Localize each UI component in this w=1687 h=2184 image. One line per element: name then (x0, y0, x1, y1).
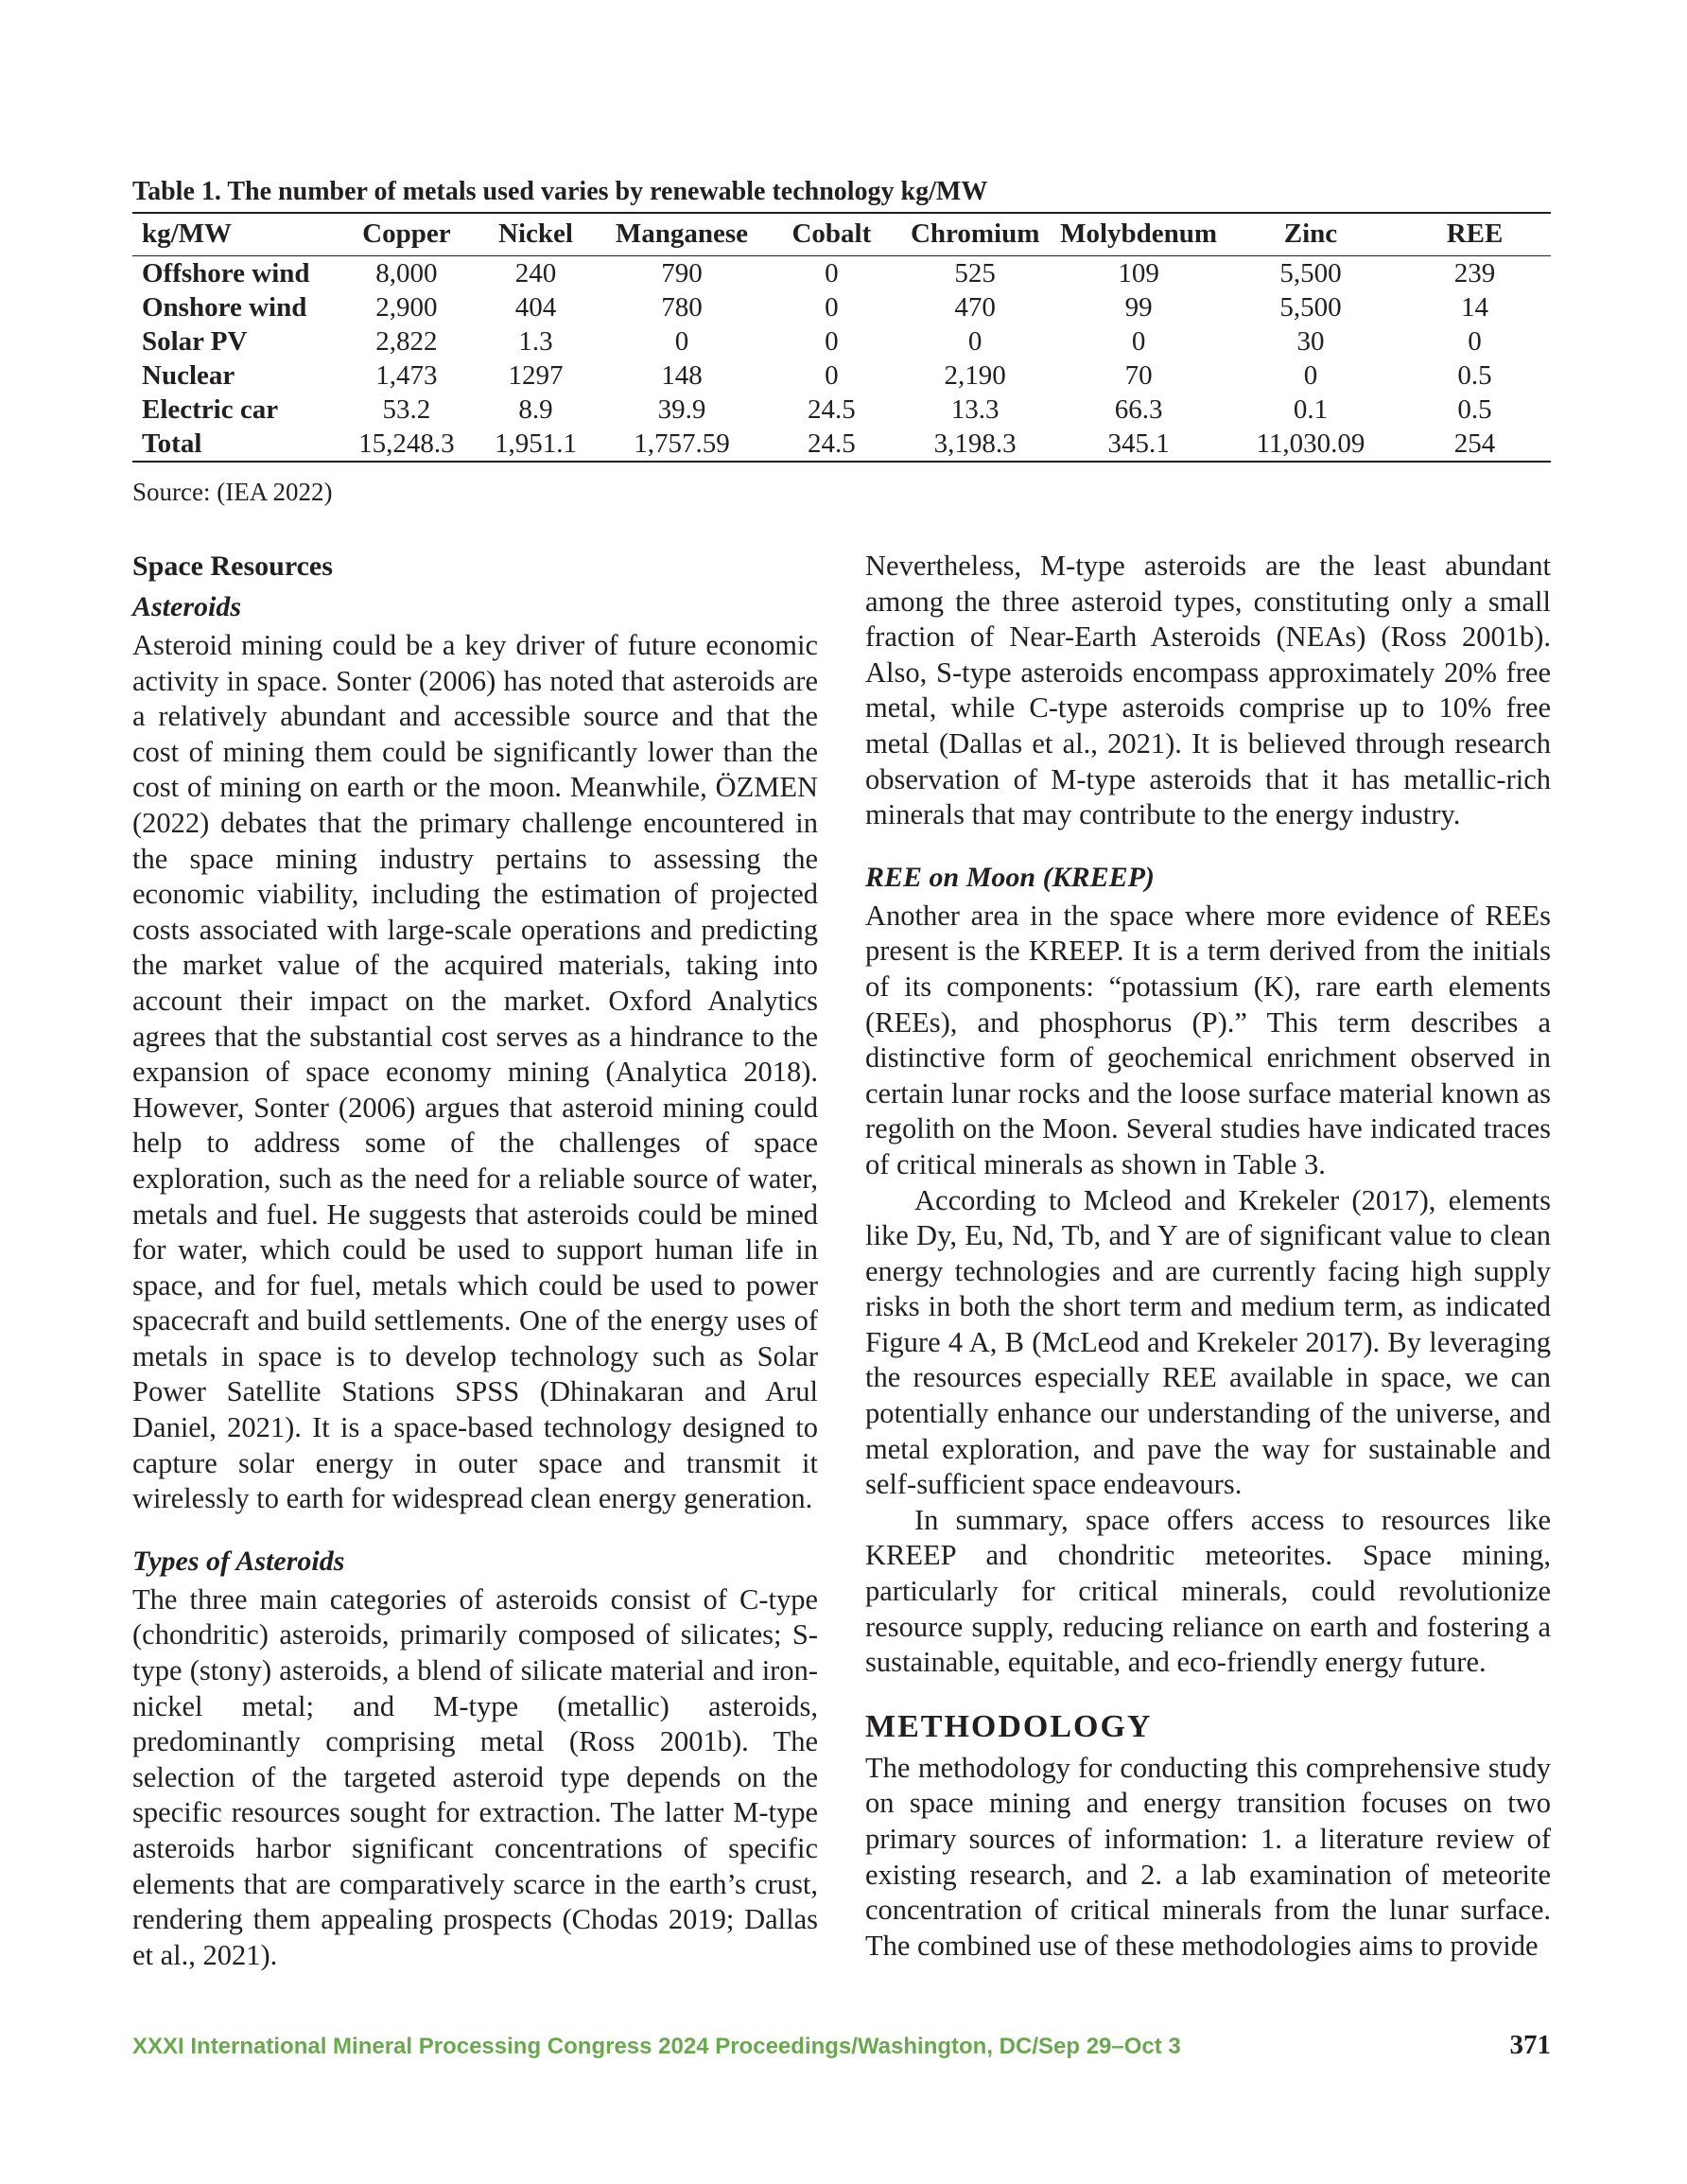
table-header-cell: Molybdenum (1060, 218, 1218, 249)
table-cell: 1,473 (375, 360, 438, 391)
table-cell: 0 (1303, 360, 1318, 391)
table-cell: 11,030.09 (1256, 428, 1365, 459)
paragraph-mcleod: According to Mcleod and Krekeler (2017), elements like Dy, Eu, Nd, Tb, and Y are of significant value to clean energy technologies and are currently facing high supply risks in both the short term and medium term, as indicated Figure 4 A, B (McLeod and Krekeler 2017). By leveraging the resources especially REE available in space, we can potentially enhance our understanding of the universe, and metal exploration, and pave the way for sustainable and self-sufficient space endeavours. (865, 1183, 1551, 1501)
table-cell: 1,757.59 (634, 428, 730, 459)
table-cell: 99 (1124, 292, 1153, 323)
table-cell: 0.5 (1457, 394, 1492, 425)
table-cell: 53.2 (382, 394, 431, 425)
footer-proceedings-text: XXXI International Mineral Processing Congress 2024 Proceedings/Washington, DC/Sep 29–Oct 3 (132, 2034, 1181, 2059)
table-row (132, 256, 1551, 291)
table-cell: 1297 (508, 360, 564, 391)
table-cell: 8,000 (375, 258, 438, 288)
table-cell: Solar PV (142, 326, 248, 357)
table-cell: 109 (1118, 258, 1159, 288)
paragraph-methodology: The methodology for conducting this comprehensive study on space mining and energy transition focuses on two primary sources of information: 1. a literature review of existing research, and 2. a lab examination of meteorite concentration of critical minerals from the lunar surface. The combined use of these methodologies aims to provide (865, 1751, 1551, 1962)
table-cell: 254 (1453, 428, 1496, 459)
table-row (132, 290, 1551, 324)
subsection-heading-asteroids: Asteroids (132, 591, 242, 622)
paragraph-types: The three main categories of asteroids consist of C-type (chondritic) asteroids, primarily composed of silicates; S-type (stony) asteroids, a blend of silicate material and iron-nickel metal; and M-type (metallic) asteroids, predominantly comprising metal (Ross 2001b). The selection of the targeted asteroid type depends on the specific resources sought for extraction. The latter M-type asteroids harbor significant concentrations of specific elements that are comparatively scarce in the earth’s crust, rendering them appealing prospects (Chodas 2019; Dallas et al., 2021). (132, 1582, 818, 1971)
table-cell: 1,951.1 (495, 428, 577, 459)
table-cell: Electric car (142, 394, 279, 425)
section-heading: Space Resources (132, 550, 333, 582)
table-cell: 148 (661, 360, 703, 391)
table-cell: 5,500 (1279, 258, 1342, 288)
table-cell: 0 (1131, 326, 1146, 357)
table-cell: Total (142, 428, 202, 459)
table-cell: 13.3 (950, 394, 1000, 425)
table-cell: 15,248.3 (358, 428, 455, 459)
methodology-heading: METHODOLOGY (865, 1708, 1153, 1744)
table-row (132, 358, 1551, 393)
table-cell: 2,190 (944, 360, 1006, 391)
table-cell: 2,822 (375, 326, 438, 357)
left-column (132, 549, 818, 1973)
table-header-cell: kg/MW (142, 218, 233, 249)
table-cell: 0.5 (1457, 360, 1492, 391)
table-cell: 0 (825, 292, 839, 323)
table-cell: 470 (954, 292, 996, 323)
table-cell: 790 (661, 258, 703, 288)
table-cell: 2,900 (375, 292, 438, 323)
table-cell: 3,198.3 (933, 428, 1017, 459)
paragraph-nevertheless: Nevertheless, M-type asteroids are the least abundant among the three asteroid types, constituting only a small fraction of Near-Earth Asteroids (NEAs) (Ross 2001b). Also, S-type asteroids encompass approximately 20% free metal, while C-type asteroids comprise up to 10% free metal (Dallas et al., 2021). It is believed through research observation of M-type asteroids that it has metallic-rich minerals that may contribute to the energy industry. (865, 550, 1551, 831)
table-header-cell: REE (1446, 218, 1504, 249)
table-cell: 5,500 (1279, 292, 1342, 323)
page-number: 371 (1509, 2030, 1551, 2060)
table-header-row (132, 213, 1551, 256)
table-cell: 24.5 (807, 394, 856, 425)
paragraph-summary: In summary, space offers access to resources like KREEP and chondritic meteorites. Space mining, particularly for critical minerals, could revolutionize resource supply, reducing reliance on earth and fostering a sustainable, equitable, and eco-friendly energy future. (865, 1503, 1551, 1679)
table-cell: 0.1 (1293, 394, 1329, 425)
table-cell: Nuclear (142, 360, 235, 391)
table-cell: Onshore wind (142, 292, 307, 323)
table-cell: Offshore wind (142, 258, 310, 288)
table-header-cell: Chromium (910, 218, 1040, 249)
table-cell: 70 (1124, 360, 1153, 391)
table-cell: 240 (514, 258, 557, 288)
table-cell: 0 (825, 360, 839, 391)
table-cell: 780 (661, 292, 703, 323)
table-cell: 239 (1453, 258, 1496, 288)
table-cell: 0 (674, 326, 689, 357)
table-header-cell: Copper (362, 218, 451, 249)
table-cell: 0 (967, 326, 983, 357)
table-cell: 345.1 (1107, 428, 1170, 459)
table-cell: 30 (1296, 326, 1325, 357)
paragraph-kreep: Another area in the space where more evidence of REEs present is the KREEP. It is a term derived from the initials of its components: “potassium (K), rare earth elements (REEs), and phosphorus (P).” This term describes a distinctive form of geochemical enrichment observed in certain lunar rocks and the loose surface material known as regolith on the Moon. Several studies have indicated traces of critical minerals as shown in Table 3. (865, 899, 1551, 1180)
table-cell: 8.9 (518, 394, 553, 425)
table-cell: 1.3 (518, 326, 553, 357)
paragraph-asteroids: Asteroid mining could be a key driver of future economic activity in space. Sonter (2006) has noted that asteroids are a relatively abundant and accessible source and that the cost of mining them could be significantly lower than the cost of mining on earth or the moon. Meanwhile, ÖZMEN (2022) debates that the primary challenge encountered in the space mining industry pertains to assessing the economic viability, including the estimation of projected costs associated with large-scale operations and predicting the market value of the acquired materials, taking into account their impact on the market. Oxford Analytics agrees that the substantial cost serves as a hindrance to the expansion of space economy mining (Analytica 2018). However, Sonter (2006) argues that asteroid mining could help to address some of the challenges of space exploration, such as the need for a reliable source of water, metals and fuel. He suggests that asteroids could be mined for water, which could be used to support human life in space, and for fuel, metals which could be used to power spacecraft and build settlements. One of the energy uses of metals in space is to develop technology such as Solar Power Satellite Stations SPSS (Dhinakaran and Arul Daniel, 2021). It is a space-based technology designed to capture solar energy in outer space and transmit it wirelessly to earth for widespread clean energy generation. (132, 629, 818, 1515)
table-cell: 0 (825, 326, 839, 357)
table-header-cell: Manganese (615, 218, 749, 249)
table-cell: 404 (514, 292, 557, 323)
table-cell: 66.3 (1114, 394, 1163, 425)
table-cell: 39.9 (657, 394, 706, 425)
table-header-cell: Nickel (498, 218, 573, 249)
subsection-heading-types: Types of Asteroids (132, 1545, 345, 1577)
table-row (132, 324, 1551, 358)
table-cell: 24.5 (807, 428, 856, 459)
metals-table-block (132, 176, 1551, 463)
table-source: Source: (IEA 2022) (132, 478, 333, 506)
table-header-cell: Cobalt (791, 218, 872, 249)
table-cell: 14 (1461, 292, 1489, 323)
table-cell: 525 (954, 258, 996, 288)
subsection-heading-kreep: REE on Moon (KREEP) (865, 861, 1155, 893)
table-row (132, 393, 1551, 427)
table-row-total (132, 427, 1551, 462)
table-cell: 0 (825, 258, 839, 288)
right-column (865, 549, 1551, 1964)
table-cell: 0 (1468, 326, 1482, 357)
table-caption: Table 1. The number of metals used varies by renewable technology kg/MW (132, 177, 988, 206)
metals-table (132, 212, 1551, 463)
page-footer (132, 2030, 1551, 2071)
table-header-cell: Zinc (1283, 218, 1338, 249)
